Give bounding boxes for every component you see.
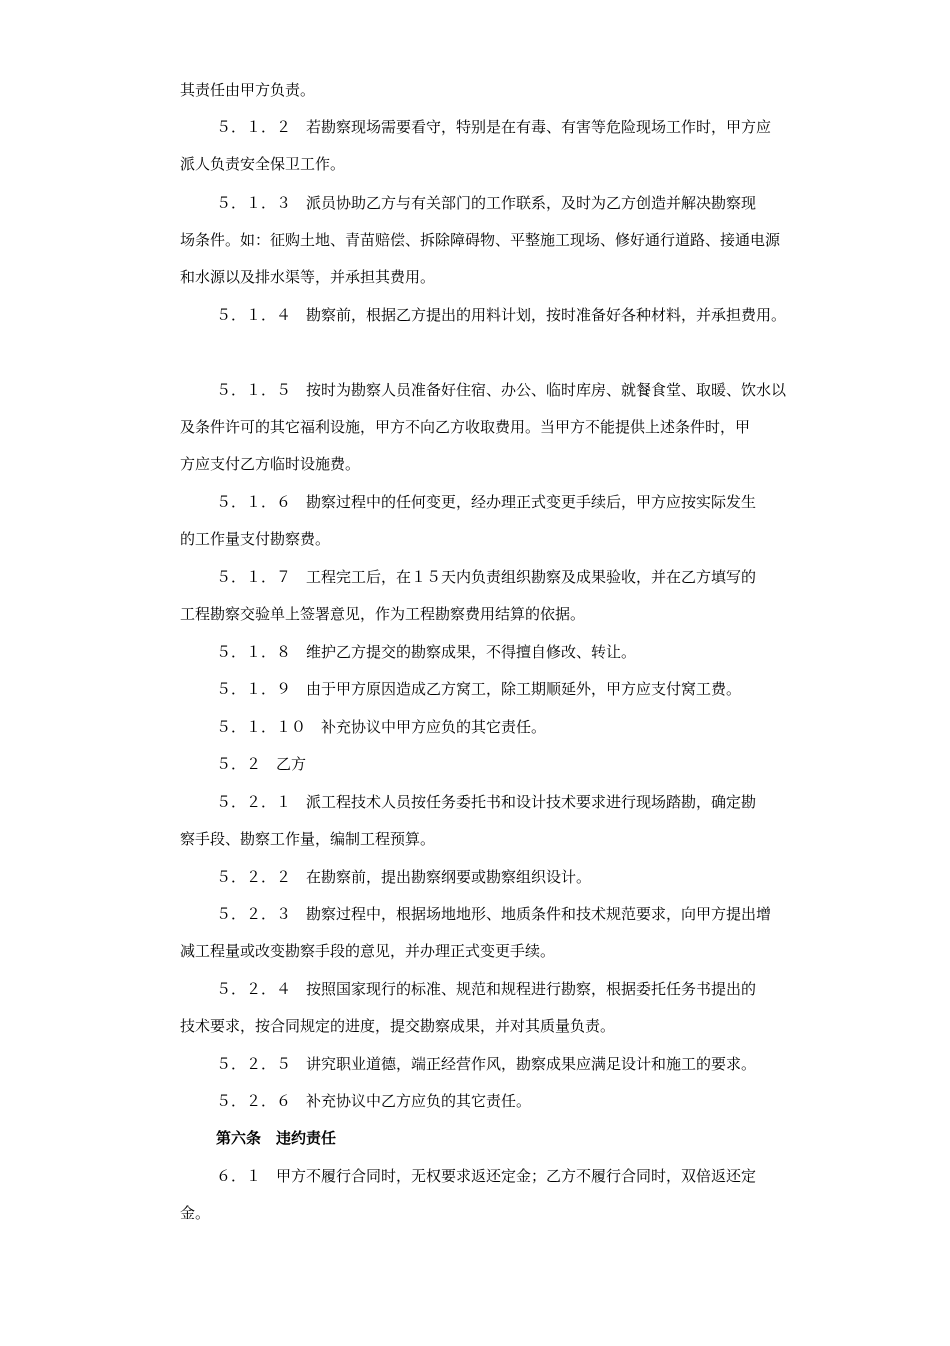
text-line: 方应支付乙方临时设施费。 [180,455,361,473]
text-line: ５．１．２ 若勘察现场需要看守，特别是在有毒、有害等危险现场工作时，甲方应 [216,118,772,136]
text-line: 派人负责安全保卫工作。 [180,155,346,173]
paragraph [180,72,820,109]
paragraph [180,372,820,483]
text-line: ５．１．９ 由于甲方原因造成乙方窝工，除工期顺延外，甲方应支付窝工费。 [216,680,742,698]
paragraph [180,559,820,633]
text-line: 察手段、勘察工作量，编制工程预算。 [180,830,436,848]
paragraph [180,971,820,1045]
text-line: ５．１．４ 勘察前，根据乙方提出的用料计划，按时准备好各种材料，并承担费用。 [216,306,787,324]
text-line: 减工程量或改变勘察手段的意见，并办理正式变更手续。 [180,942,556,960]
paragraph [180,896,820,970]
text-line: 和水源以及排水渠等，并承担其费用。 [180,268,436,286]
text-line: ５．１．１０ 补充协议中甲方应负的其它责任。 [216,718,547,736]
paragraph [180,297,820,334]
text-line: ５．２ 乙方 [216,755,307,773]
text-line: 其责任由甲方负责。 [180,81,316,99]
text-line: ５．１．７ 工程完工后，在１５天内负责组织勘察及成果验收，并在乙方填写的 [216,568,757,586]
paragraph [180,1083,820,1120]
paragraph [180,1046,820,1083]
text-line: 技术要求，按合同规定的进度，提交勘察成果，并对其质量负责。 [180,1017,616,1035]
paragraph [180,484,820,558]
paragraph [180,634,820,671]
paragraph [180,859,820,896]
text-line: ５．１．５ 按时为勘察人员准备好住宿、办公、临时库房、就餐食堂、取暖、饮水以 [216,381,787,399]
heading-text: 第六条 违约责任 [216,1129,337,1147]
text-line: ５．２．６ 补充协议中乙方应负的其它责任。 [216,1092,532,1110]
text-line: 金。 [180,1204,211,1222]
text-line: 及条件许可的其它福利设施，甲方不向乙方收取费用。当甲方不能提供上述条件时，甲 [180,418,751,436]
text-line: 的工作量支付勘察费。 [180,530,331,548]
text-line: ５．１．３ 派员协助乙方与有关部门的工作联系，及时为乙方创造并解决勘察现 [216,194,757,212]
paragraph [180,1158,820,1232]
section-heading [180,1120,820,1157]
paragraph [180,784,820,858]
text-line: 工程勘察交验单上签署意见，作为工程勘察费用结算的依据。 [180,605,586,623]
text-line: ５．２．３ 勘察过程中，根据场地地形、地质条件和技术规范要求，向甲方提出增 [216,905,772,923]
paragraph [180,746,820,783]
text-line: ５．１．６ 勘察过程中的任何变更，经办理正式变更手续后，甲方应按实际发生 [216,493,757,511]
text-line: ５．２．４ 按照国家现行的标准、规范和规程进行勘察，根据委托任务书提出的 [216,980,757,998]
paragraph [180,185,820,296]
text-line: ５．１．８ 维护乙方提交的勘察成果，不得擅自修改、转让。 [216,643,637,661]
text-line: 场条件。如：征购土地、青苗赔偿、拆除障碍物、平整施工现场、修好通行道路、接通电源 [180,231,781,249]
paragraph [180,671,820,708]
paragraph [180,109,820,183]
text-line: ６．１ 甲方不履行合同时，无权要求返还定金；乙方不履行合同时，双倍返还定 [216,1167,757,1185]
text-line: ５．２．２ 在勘察前，提出勘察纲要或勘察组织设计。 [216,868,592,886]
paragraph [180,709,820,746]
text-line: ５．２．５ 讲究职业道德，端正经营作风，勘察成果应满足设计和施工的要求。 [216,1055,757,1073]
text-line: ５．２．１ 派工程技术人员按任务委托书和设计技术要求进行现场踏勘，确定勘 [216,793,757,811]
